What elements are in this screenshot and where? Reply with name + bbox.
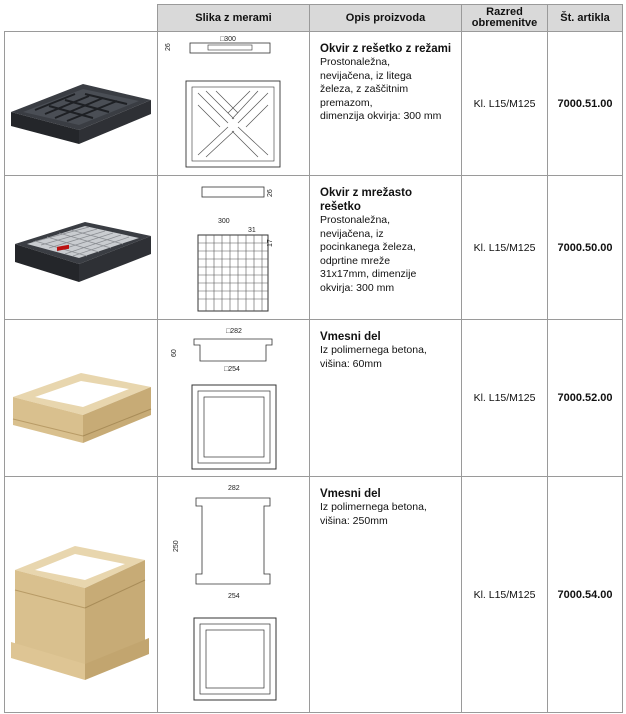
header-drawing: Slika z merami — [158, 5, 310, 32]
article-number: 7000.50.00 — [548, 176, 623, 320]
description-line: nevijačena, iz — [320, 227, 384, 240]
description-line: Iz polimernega betona, — [320, 344, 427, 356]
header-description: Opis proizvoda — [310, 5, 462, 32]
description-line: železa, z zaščitnim — [320, 83, 409, 95]
description-line: premazom, — [320, 96, 373, 109]
dim-height: 250 — [173, 539, 180, 552]
description-line: Prostonaležna, — [320, 214, 391, 226]
load-class: Kl. L15/M125 — [462, 320, 548, 477]
description-line: pocinkanega železa, — [320, 241, 416, 253]
description-line: dimenzija okvirja: 300 mm — [320, 110, 442, 122]
drawing-slotted-grate — [158, 32, 310, 176]
dim-top: □282 — [226, 327, 242, 335]
dim-top: 282 — [228, 484, 240, 492]
article-number: 7000.52.00 — [548, 320, 623, 477]
table-row — [5, 320, 623, 477]
table-row — [5, 477, 623, 713]
table-row — [5, 32, 623, 176]
dim-bottom: □254 — [224, 365, 240, 373]
dim-width: □300 — [220, 35, 236, 43]
description-line: nevijačena, iz litega — [320, 69, 412, 82]
load-class: Kl. L15/M125 — [462, 176, 548, 320]
product-photo-intermediate-250 — [5, 477, 158, 713]
dim-height: 26 — [165, 42, 172, 51]
description-line: Prostonaležna, — [320, 56, 391, 68]
description-cell — [310, 477, 462, 713]
product-photo-mesh-grate — [5, 176, 158, 320]
description-cell — [310, 320, 462, 477]
header-image — [5, 5, 158, 32]
description-line: odprtine mreže — [320, 254, 391, 267]
description-line: Iz polimernega betona, — [320, 501, 427, 513]
drawing-intermediate-60 — [158, 320, 310, 477]
dim-height: 26 — [267, 188, 274, 197]
drawing-mesh-grate — [158, 176, 310, 320]
description-line: višina: 250mm — [320, 514, 388, 527]
drawing-intermediate-250 — [158, 477, 310, 713]
header-row — [5, 5, 623, 32]
product-title: Okvir z rešetko z režami — [320, 43, 452, 55]
description-cell — [310, 176, 462, 320]
dim-mesh-x: 31 — [248, 226, 256, 234]
dim-height: 60 — [171, 348, 178, 357]
product-photo-slotted-grate — [5, 32, 158, 176]
product-table — [4, 4, 623, 713]
load-class: Kl. L15/M125 — [462, 477, 548, 713]
description-line: višina: 60mm — [320, 357, 382, 370]
description-line: 31x17mm, dimenzije — [320, 268, 417, 280]
product-photo-intermediate-60 — [5, 320, 158, 477]
dim-bottom: 254 — [228, 592, 240, 600]
dim-width: 300 — [218, 217, 230, 225]
article-number: 7000.54.00 — [548, 477, 623, 713]
dim-mesh-y: 17 — [267, 238, 274, 247]
product-title: Vmesni del — [320, 488, 381, 500]
article-number: 7000.51.00 — [548, 32, 623, 176]
header-load-class: Razred obremenitve — [462, 5, 548, 32]
load-class: Kl. L15/M125 — [462, 32, 548, 176]
description-line: okvirja: 300 mm — [320, 281, 395, 294]
product-title: Vmesni del — [320, 331, 381, 343]
product-title: Okvir z mrežasto rešetko — [320, 187, 413, 213]
description-cell — [310, 32, 462, 176]
header-article: Št. artikla — [548, 5, 623, 32]
table-row — [5, 176, 623, 320]
